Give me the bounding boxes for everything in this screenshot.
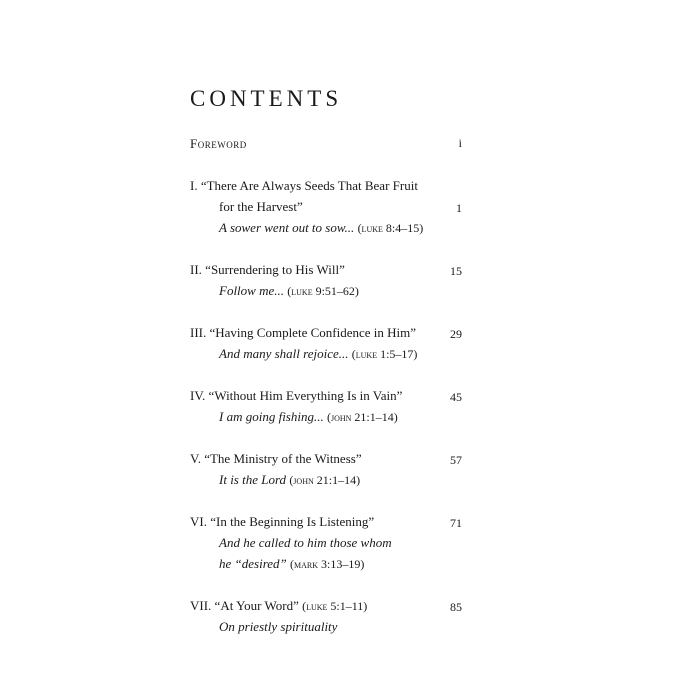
scripture-reference: (mark 3:13–19) — [290, 557, 365, 571]
scripture-quote: And he called to him those whom — [219, 535, 392, 550]
chapter-number: V. — [190, 451, 201, 466]
toc-entry-6[interactable] — [190, 514, 462, 574]
page-title: CONTENTS — [190, 86, 343, 111]
entry-subtitle-line — [219, 619, 337, 635]
chapter-number: VII. — [190, 598, 212, 613]
chapter-subtitle: On priestly spirituality — [219, 619, 338, 634]
scripture-reference: (luke 5:1–11) — [302, 599, 368, 613]
page-number: 29 — [450, 327, 462, 341]
toc-foreword[interactable] — [190, 136, 462, 152]
toc-entry-7[interactable] — [190, 598, 462, 638]
toc-entry-4[interactable] — [190, 388, 462, 428]
entry-subtitle-line — [219, 556, 364, 572]
chapter-title: “Surrendering to His Will” — [205, 262, 345, 277]
toc-entry-5[interactable] — [190, 451, 462, 491]
scripture-quote: Follow me... — [219, 283, 284, 298]
chapter-title: “In the Beginning Is Listening” — [210, 514, 375, 529]
chapter-number: II. — [190, 262, 202, 277]
page-number: 57 — [450, 453, 462, 467]
chapter-number: VI. — [190, 514, 207, 529]
entry-title-line — [190, 262, 345, 278]
entry-title-line — [190, 451, 362, 467]
entry-subtitle-line — [219, 346, 417, 362]
scripture-quote-continued: he “desired” — [219, 556, 287, 571]
page-number: i — [458, 136, 462, 150]
chapter-number: I. — [190, 178, 198, 193]
toc-entry-3[interactable] — [190, 325, 462, 365]
entry-title-line — [190, 514, 374, 530]
scripture-reference: (john 21:1–14) — [289, 473, 361, 487]
scripture-reference: (luke 8:4–15) — [357, 221, 424, 235]
chapter-title: “Having Complete Confidence in Him” — [209, 325, 417, 340]
toc-entry-1[interactable] — [190, 178, 462, 238]
scripture-quote: I am going fishing... — [219, 409, 324, 424]
toc-entry-2[interactable] — [190, 262, 462, 302]
chapter-number: IV. — [190, 388, 206, 403]
entry-title-line — [190, 325, 416, 341]
scripture-quote: It is the Lord — [219, 472, 287, 487]
scripture-quote: And many shall rejoice... — [219, 346, 349, 361]
entry-subtitle-line — [219, 472, 360, 488]
page-number: 1 — [456, 201, 462, 215]
chapter-title: “There Are Always Seeds That Bear Fruit — [200, 178, 418, 193]
scripture-reference: (luke 1:5–17) — [351, 347, 418, 361]
entry-title-line — [190, 178, 418, 194]
foreword-label: Foreword — [190, 136, 247, 151]
page-number: 85 — [450, 600, 462, 614]
page-number: 15 — [450, 264, 462, 278]
chapter-number: III. — [190, 325, 207, 340]
scripture-reference: (john 21:1–14) — [326, 410, 398, 424]
entry-subtitle-line — [219, 409, 398, 425]
entry-title-line — [190, 388, 402, 404]
chapter-title: “At Your Word” — [214, 598, 299, 613]
chapter-title: “Without Him Everything Is in Vain” — [208, 388, 403, 403]
page-number: 71 — [450, 516, 462, 530]
entry-subtitle-line — [219, 283, 359, 299]
entry-title-line — [190, 598, 367, 614]
chapter-title: “The Ministry of the Witness” — [204, 451, 362, 466]
scripture-reference: (luke 9:51–62) — [287, 284, 359, 298]
scripture-quote: A sower went out to sow... — [219, 220, 355, 235]
entry-subtitle-line — [219, 220, 423, 236]
chapter-title-continued: for the Harvest” — [219, 199, 303, 214]
page-number: 45 — [450, 390, 462, 404]
